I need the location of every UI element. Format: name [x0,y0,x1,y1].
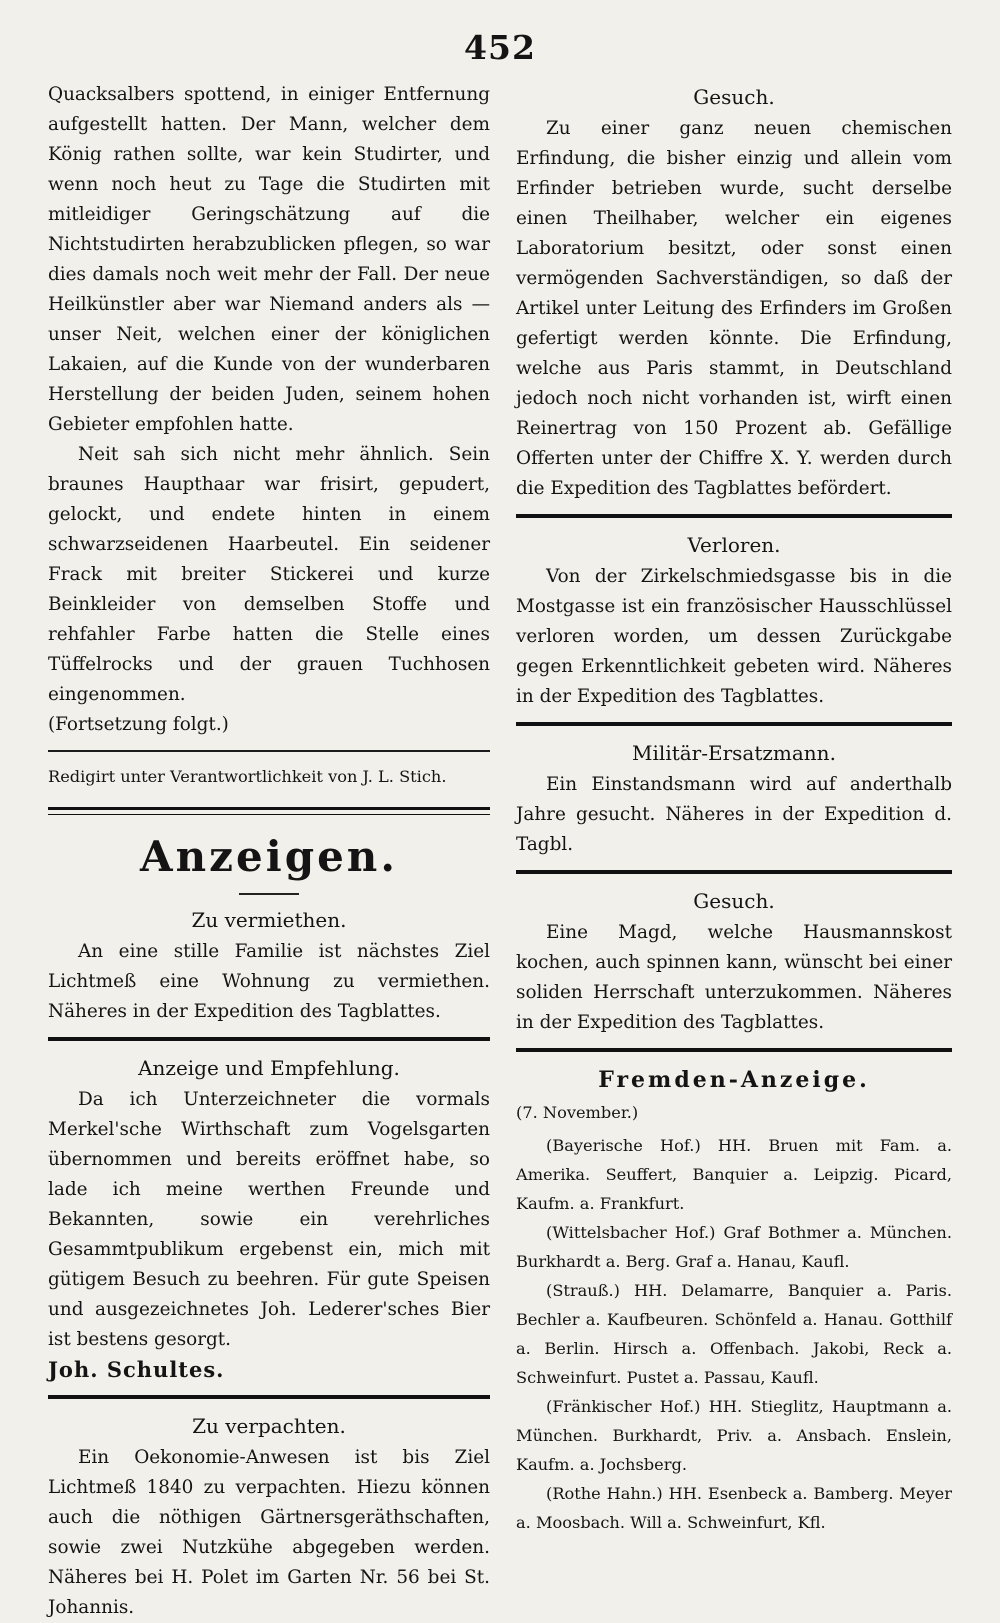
divider [516,514,952,518]
strangers-entry: (Fränkischer Hof.) HH. Stieglitz, Hauptmann a. München. Burkhardt, Priv. a. Ansbach. Enslein, Kaufm. a. Jochsberg. [516,1397,952,1474]
ad-text-gesuch-2: Eine Magd, welche Hausmannskost kochen, auch spinnen kann, wünscht bei einer soliden Herrschaft unterzukommen. Näheres in der Expedition des Tagblattes. [516,922,952,1033]
divider [48,1037,490,1041]
story-paragraph-1: Quacksalbers spottend, in einiger Entfernung aufgestellt hatten. Der Mann, welcher dem König rathen sollte, war kein Studirter, und wenn noch heut zu Tage die Studirten mit mitleidiger Geringschätzung auf die Nichtstudirten herabzublicken pflegen, so war dies damals noch weit mehr der Fall. Der neue Heilkünstler aber war Niemand anders als — unser Neit, welchen einer der königlichen Lakaien, auf die Kunde von der wunderbaren Herstellung der beiden Juden, seinem hohen Gebieter empfohlen hatte. [48,84,490,435]
ad-text-gesuch-1: Zu einer ganz neuen chemischen Erfindung, die bisher einzig und allein vom Erfinder betrieben wurde, sucht derselbe einen Theilhaber, welcher ein eigenes Laboratorium besitzt, oder sonst einen vermögenden Sachverständigen, so daß der Artikel unter Leitung des Erfinders im Großen gefertigt werden könnte. Die Erfindung, welche aus Paris stammt, in Deutschland jedoch noch nicht vorhanden ist, wirft einen Reinertrag von 150 Prozent ab. Gefällige Offerten unter der Chiffre X. Y. werden durch die Expedition des Tagblattes befördert. [516,118,952,499]
ad-heading-verloren: Verloren. [687,533,781,557]
story-paragraph-2: Neit sah sich nicht mehr ähnlich. Sein braunes Haupthaar war frisirt, gepudert, gelockt, und endete hinten in einem schwarzseidenen Haarbeutel. Ein seidener Frack mit breiter Stickerei und kurze Beinkleider von demselben Stoffe und rehfahler Farbe hatten die Stelle eines Tüffelrocks und der grauen Tuchhosen eingenommen. [48,444,490,705]
divider [516,870,952,874]
divider [516,722,952,726]
strangers-entry: (Strauß.) HH. Delamarre, Banquier a. Paris. Bechler a. Kaufbeuren. Schönfeld a. Hanau. Gotthilf a. Berlin. Hirsch a. Offenbach. Jakobi, Reck a. Schweinfurt. Pustet a. Passau, Kaufl. [516,1281,952,1387]
left-column [48,80,490,1623]
ad-text-empfehlung: Da ich Unterzeichneter die vormals Merkel'sche Wirthschaft zum Vogelsgarten übernommen und bereits eröffnet habe, so lade ich meine werthen Freunde und Bekannten, sowie ein verehrliches Gesammtpublikum ergebenst ein, mich mit gütigem Besuch zu beehren. Für gute Speisen und ausgezeichnetes Joh. Lederer'sches Bier ist bestens gesorgt. [48,1089,490,1350]
editor-note: Redigirt unter Verantwortlichkeit von J. L. Stich. [48,767,447,786]
ad-text-vermiethen: An eine stille Familie ist nächstes Ziel Lichtmeß eine Wohnung zu vermiethen. Näheres in der Expedition des Tagblattes. [48,941,490,1022]
divider [516,1048,952,1052]
ad-text-ersatzmann: Ein Einstandsmann wird auf anderthalb Jahre gesucht. Näheres in der Expedition d. Tagbl. [516,774,952,855]
right-column [516,80,952,1537]
short-divider [239,893,299,895]
strangers-entry: (Bayerische Hof.) HH. Bruen mit Fam. a. Amerika. Seuffert, Banquier a. Leipzig. Picard, Kaufm. a. Frankfurt. [516,1136,952,1213]
ad-heading-ersatzmann: Militär-Ersatzmann. [632,741,836,765]
divider [48,1395,490,1399]
ad-heading-verpachten: Zu verpachten. [192,1414,346,1438]
ad-text-verloren: Von der Zirkelschmiedsgasse bis in die Mostgasse ist ein französischer Hausschlüssel verloren worden, um dessen Zurückgabe gegen Erkenntlichkeit gebeten wird. Näheres in der Expedition des Tagblattes. [516,566,952,707]
ad-heading-gesuch-2: Gesuch. [693,889,775,913]
divider [48,750,490,752]
strangers-title: Fremden-Anzeige. [598,1067,870,1093]
ad-heading-gesuch-1: Gesuch. [693,85,775,109]
continued-note: (Fortsetzung folgt.) [48,714,229,735]
strangers-entry: (Rothe Hahn.) HH. Esenbeck a. Bamberg. Meyer a. Moosbach. Will a. Schweinfurt, Kfl. [516,1484,952,1532]
section-divider [48,807,490,815]
ad-signature: Joh. Schultes. [48,1357,225,1382]
ads-title: Anzeigen. [140,832,398,881]
ad-heading-vermiethen: Zu vermiethen. [191,908,347,932]
ad-heading-empfehlung: Anzeige und Empfehlung. [138,1056,400,1080]
strangers-entry: (Wittelsbacher Hof.) Graf Bothmer a. München. Burkhardt a. Berg. Graf a. Hanau, Kaufl. [516,1223,952,1271]
strangers-date: (7. November.) [516,1103,639,1122]
page-number: 452 [464,28,536,67]
ad-text-verpachten: Ein Oekonomie-Anwesen ist bis Ziel Lichtmeß 1840 zu verpachten. Hiezu können auch die nöthigen Gärtnersgeräthschaften, sowie zwei Nutzkühe abgegeben werden. Näheres bei H. Polet im Garten Nr. 56 bei St. Johannis. [48,1447,490,1618]
